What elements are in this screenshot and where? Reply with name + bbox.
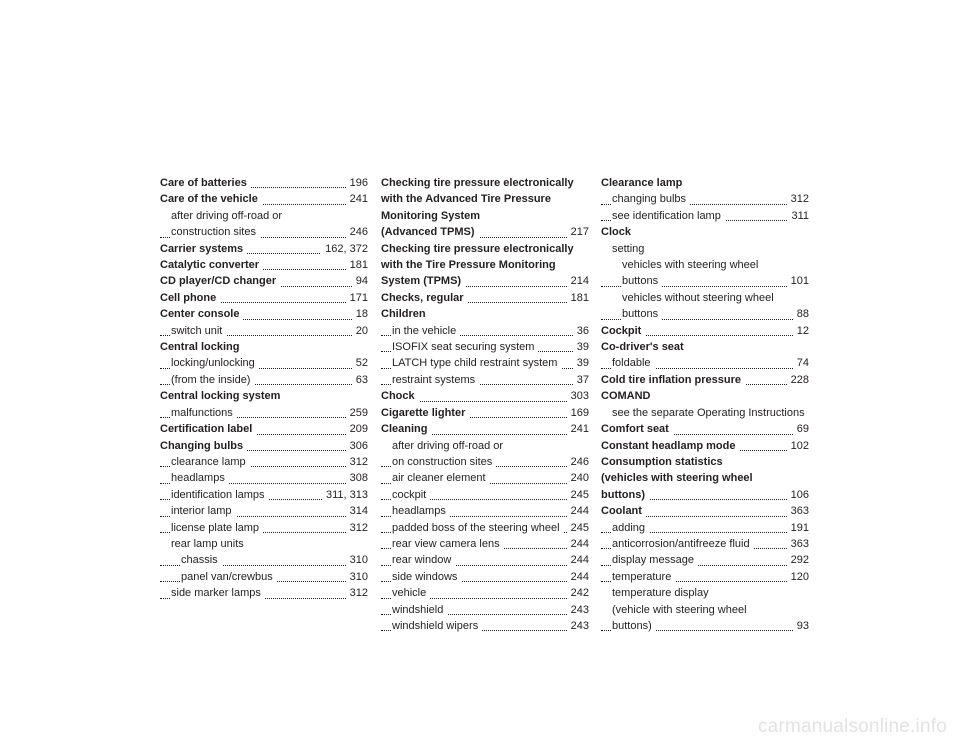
index-subentry <box>160 503 368 519</box>
index-subentry-text <box>160 536 368 552</box>
page-reference: 169 <box>567 405 589 421</box>
index-subentry-label: see identification lamp <box>612 210 725 222</box>
index-subentry-text <box>381 438 589 454</box>
index-subentry-text <box>601 405 809 421</box>
index-entry <box>160 388 368 404</box>
page-reference: 94 <box>352 273 368 289</box>
index-subentry <box>381 372 589 388</box>
index-subentry-label: chassis <box>181 554 222 566</box>
index-term: Clock <box>601 226 635 238</box>
index-subentry-label: rear view camera lens <box>392 538 504 550</box>
index-entry <box>601 372 809 388</box>
index-subentry-label: license plate lamp <box>171 522 263 534</box>
index-subentry <box>601 569 809 585</box>
page-reference: 214 <box>567 273 589 289</box>
page-reference: 120 <box>787 569 809 585</box>
index-text-line: after driving off-road or <box>392 438 589 454</box>
index-entry <box>601 487 809 503</box>
page-reference: 171 <box>346 290 368 306</box>
index-subentry-label: restraint systems <box>392 374 479 386</box>
page-reference: 243 <box>567 618 589 634</box>
index-term-line: Checking tire pressure electronically <box>381 241 589 257</box>
index-term: Changing bulbs <box>160 440 247 452</box>
watermark: carmanualsonline.info <box>757 716 947 737</box>
index-subentry-label: interior lamp <box>171 505 236 517</box>
index-entry <box>601 388 809 404</box>
index-subentry <box>381 339 589 355</box>
page-reference: 20 <box>352 323 368 339</box>
index-entry <box>160 306 368 322</box>
index-term-line: Monitoring System <box>381 208 589 224</box>
index-subentry <box>601 520 809 536</box>
index-subentry-label: construction sites <box>171 226 260 238</box>
page-reference: 310 <box>346 552 368 568</box>
page-reference: 311 <box>787 208 809 224</box>
index-subentry <box>160 323 368 339</box>
index-term: Constant headlamp mode <box>601 440 739 452</box>
index-subentry <box>381 454 589 470</box>
index-subentry-label: vehicle <box>392 587 430 599</box>
index-term: Central locking <box>160 341 243 353</box>
index-subentry-label: windshield wipers <box>392 620 482 632</box>
index-subentry <box>160 454 368 470</box>
page-reference: 240 <box>567 470 589 486</box>
page-reference: 306 <box>346 438 368 454</box>
index-subentry-text <box>601 585 809 618</box>
index-term: Cell phone <box>160 292 220 304</box>
index-subentry-label: side windows <box>392 571 461 583</box>
page-reference: 241 <box>346 191 368 207</box>
page-reference: 245 <box>567 487 589 503</box>
index-subentry <box>381 470 589 486</box>
index-subentry-label: clearance lamp <box>171 456 250 468</box>
index-subentry-label: padded boss of the steering wheel <box>392 522 564 534</box>
page-reference: 181 <box>567 290 589 306</box>
index-term: Chock <box>381 390 419 402</box>
index-subentry-text <box>601 290 809 306</box>
index-column-1 <box>160 175 368 602</box>
page-reference: 93 <box>793 618 809 634</box>
index-entry <box>381 290 589 306</box>
page-reference: 303 <box>567 388 589 404</box>
index-entry <box>601 175 809 191</box>
index-entry <box>160 191 368 207</box>
index-term: (Advanced TPMS) <box>381 226 479 238</box>
index-text-line: setting <box>612 241 809 257</box>
index-subentry-label: in the vehicle <box>392 325 460 337</box>
index-entry <box>160 257 368 273</box>
index-subentry-text <box>601 257 809 273</box>
page-reference: 209 <box>346 421 368 437</box>
index-text-line: temperature display <box>612 585 809 601</box>
index-subentry <box>601 355 809 371</box>
index-subentry <box>601 552 809 568</box>
page-reference: 312 <box>787 191 809 207</box>
page-reference: 244 <box>567 536 589 552</box>
page-reference: 292 <box>787 552 809 568</box>
page-reference: 245 <box>567 520 589 536</box>
index-entry <box>381 405 589 421</box>
index-term: CD player/CD changer <box>160 275 280 287</box>
index-term: Children <box>381 308 430 320</box>
index-term: Cold tire inflation pressure <box>601 374 745 386</box>
index-subentry <box>160 487 368 503</box>
index-subentry <box>381 520 589 536</box>
index-entry <box>381 224 589 240</box>
index-subentry-label: changing bulbs <box>612 193 690 205</box>
index-subentry <box>381 585 589 601</box>
index-column-3 <box>601 175 809 634</box>
index-term: Central locking system <box>160 390 284 402</box>
index-text-line: (vehicle with steering wheel <box>612 602 809 618</box>
index-term-line: with the Tire Pressure Monitoring <box>381 257 589 273</box>
index-term-heading <box>601 454 809 487</box>
index-term: buttons) <box>601 489 649 501</box>
page-reference: 217 <box>567 224 589 240</box>
index-subentry <box>381 487 589 503</box>
page-reference: 242 <box>567 585 589 601</box>
page-reference: 181 <box>346 257 368 273</box>
page-reference: 246 <box>567 454 589 470</box>
index-subentry <box>381 503 589 519</box>
index-subentry-text <box>160 208 368 224</box>
page-reference: 241 <box>567 421 589 437</box>
index-subentry-label: headlamps <box>171 472 229 484</box>
index-term: Care of the vehicle <box>160 193 262 205</box>
page-reference: 311, 313 <box>322 487 368 503</box>
index-term-line: Consumption statistics <box>601 454 809 470</box>
index-subentry <box>601 273 809 289</box>
index-subentry <box>601 306 809 322</box>
index-subentry-label: malfunctions <box>171 407 237 419</box>
index-subentry <box>381 552 589 568</box>
page-reference: 246 <box>346 224 368 240</box>
index-subentry-label: locking/unlocking <box>171 357 259 369</box>
index-subentry-label: windshield <box>392 604 447 616</box>
index-subentry <box>381 323 589 339</box>
index-subentry <box>160 405 368 421</box>
index-subentry <box>381 618 589 634</box>
index-subentry <box>160 470 368 486</box>
page-reference: 312 <box>346 585 368 601</box>
page-reference: 244 <box>567 503 589 519</box>
index-subentry-label: adding <box>612 522 649 534</box>
index-subentry <box>160 372 368 388</box>
index-term: COMAND <box>601 390 655 402</box>
page-reference: 12 <box>793 323 809 339</box>
index-term-line: with the Advanced Tire Pressure <box>381 191 589 207</box>
index-entry <box>381 388 589 404</box>
index-term: Coolant <box>601 505 646 517</box>
index-term-line: (vehicles with steering wheel <box>601 470 809 486</box>
page-reference: 228 <box>787 372 809 388</box>
page-reference: 244 <box>567 552 589 568</box>
index-subentry <box>160 520 368 536</box>
page-reference: 363 <box>787 536 809 552</box>
index-entry <box>381 421 589 437</box>
index-entry <box>160 290 368 306</box>
page-reference: 63 <box>352 372 368 388</box>
index-subentry-label: identification lamps <box>171 489 269 501</box>
index-subentry <box>160 552 368 568</box>
index-entry <box>381 306 589 322</box>
index-term: Center console <box>160 308 243 320</box>
index-subentry <box>601 191 809 207</box>
page-reference: 312 <box>346 520 368 536</box>
index-subentry-label: anticorrosion/antifreeze fluid <box>612 538 754 550</box>
index-term: Cockpit <box>601 325 645 337</box>
page-reference: 191 <box>787 520 809 536</box>
index-subentry <box>160 355 368 371</box>
index-subentry <box>160 585 368 601</box>
index-subentry <box>601 208 809 224</box>
page-reference: 18 <box>352 306 368 322</box>
page-reference: 52 <box>352 355 368 371</box>
page-reference: 39 <box>573 355 589 371</box>
index-subentry <box>381 536 589 552</box>
index-text-line: rear lamp units <box>171 536 368 552</box>
index-subentry-label: temperature <box>612 571 675 583</box>
page-reference: 312 <box>346 454 368 470</box>
index-subentry <box>601 618 809 634</box>
index-text-line: see the separate Operating Instructions <box>612 405 809 421</box>
index-entry <box>601 323 809 339</box>
index-term: Catalytic converter <box>160 259 263 271</box>
index-subentry-label: LATCH type child restraint system <box>392 357 561 369</box>
index-subentry-label: cockpit <box>392 489 430 501</box>
page-reference: 39 <box>573 339 589 355</box>
index-entry <box>601 339 809 355</box>
page-reference: 244 <box>567 569 589 585</box>
page-reference: 36 <box>573 323 589 339</box>
index-subentry-label: (from the inside) <box>171 374 254 386</box>
index-entry <box>381 273 589 289</box>
index-subentry <box>160 224 368 240</box>
index-entry <box>160 241 368 257</box>
index-subentry-text <box>601 241 809 257</box>
page-reference: 37 <box>573 372 589 388</box>
index-column-2 <box>381 175 589 634</box>
index-term: Co-driver's seat <box>601 341 688 353</box>
index-text-line: vehicles with steering wheel <box>622 257 809 273</box>
index-term: Care of batteries <box>160 177 251 189</box>
index-subentry-label: side marker lamps <box>171 587 265 599</box>
index-subentry-label: switch unit <box>171 325 226 337</box>
index-term-line: Checking tire pressure electronically <box>381 175 589 191</box>
index-entry <box>601 224 809 240</box>
index-subentry <box>381 602 589 618</box>
index-subentry-label: headlamps <box>392 505 450 517</box>
index-subentry-label: buttons <box>622 275 662 287</box>
index-term-heading <box>381 241 589 274</box>
index-entry <box>160 273 368 289</box>
index-subentry <box>381 569 589 585</box>
index-subentry <box>160 569 368 585</box>
page-reference: 101 <box>787 273 809 289</box>
index-text-line: after driving off-road or <box>171 208 368 224</box>
index-entry <box>160 421 368 437</box>
page-reference: 259 <box>346 405 368 421</box>
page-reference: 310 <box>346 569 368 585</box>
page-reference: 106 <box>787 487 809 503</box>
index-entry <box>601 421 809 437</box>
index-term: Carrier systems <box>160 243 247 255</box>
index-term: Cigarette lighter <box>381 407 469 419</box>
index-term: Certification label <box>160 423 256 435</box>
index-term: Cleaning <box>381 423 431 435</box>
page-reference: 69 <box>793 421 809 437</box>
index-term: Comfort seat <box>601 423 673 435</box>
index-entry <box>160 438 368 454</box>
page-reference: 102 <box>787 438 809 454</box>
page-reference: 88 <box>793 306 809 322</box>
index-term: Checks, regular <box>381 292 468 304</box>
index-subentry-label: air cleaner element <box>392 472 490 484</box>
page-reference: 243 <box>567 602 589 618</box>
index-subentry-label: foldable <box>612 357 655 369</box>
index-entry <box>160 175 368 191</box>
page-reference: 74 <box>793 355 809 371</box>
page-reference: 363 <box>787 503 809 519</box>
index-entry <box>160 339 368 355</box>
index-term: System (TPMS) <box>381 275 465 287</box>
index-subentry <box>601 536 809 552</box>
index-text-line: vehicles without steering wheel <box>622 290 809 306</box>
index-term: Clearance lamp <box>601 177 686 189</box>
page-reference: 162, 372 <box>321 241 368 257</box>
index-subentry-label: rear window <box>392 554 455 566</box>
index-subentry <box>381 355 589 371</box>
index-entry <box>601 438 809 454</box>
index-subentry-label: buttons) <box>612 620 656 632</box>
index-subentry-label: display message <box>612 554 698 566</box>
index-subentry-label: panel van/crewbus <box>181 571 277 583</box>
index-subentry-label: ISOFIX seat securing system <box>392 341 538 353</box>
index-subentry-label: on construction sites <box>392 456 496 468</box>
page-reference: 314 <box>346 503 368 519</box>
index-subentry-label: buttons <box>622 308 662 320</box>
page-reference: 196 <box>346 175 368 191</box>
index-term-heading <box>381 175 589 224</box>
page-reference: 308 <box>346 470 368 486</box>
index-entry <box>601 503 809 519</box>
